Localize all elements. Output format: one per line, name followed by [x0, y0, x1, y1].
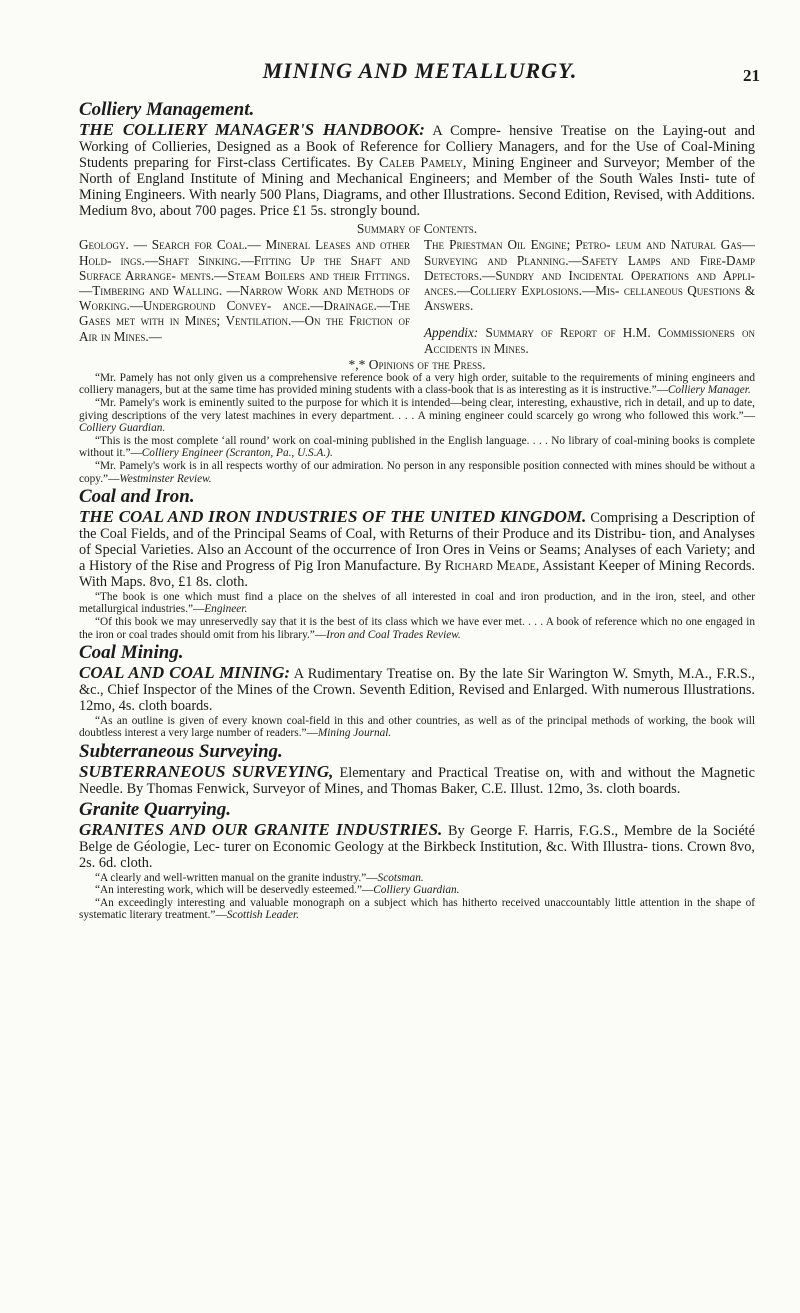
summary-left-column: Geology. — Search for Coal.— Mineral Leases and other Hold- ings.—Shaft Sinking.—Fitting Up the Shaft and Surface Arrange- ments.—Steam Boilers and their Fittings.—Timbering and Walling. —Narrow Work and Methods of Working.—Underground Convey- ance.—Drainage.—The Gases met with in Mines; Ventilation.—On the Friction of Air in Mines.—: [79, 237, 410, 344]
summary-right-column: [424, 237, 755, 355]
review-quote: [79, 872, 755, 885]
review-source: Scotsman.: [377, 871, 424, 884]
book-entry-granite: [79, 819, 755, 872]
review-quote: [79, 591, 755, 616]
appendix-label: Appendix:: [424, 325, 479, 341]
summary-heading: Summary of Contents.: [356, 221, 478, 237]
review-quote: [79, 616, 755, 641]
book-title: THE COAL AND IRON INDUSTRIES OF THE UNITED KINGDOM.: [79, 507, 587, 527]
book-title: THE COLLIERY MANAGER'S HANDBOOK:: [79, 120, 425, 139]
book-description: A Rudimentary Treatise on. By the late Sir Warington W. Smyth, M.A., F.R.S., &c., Chief Inspector of the Mines of the Crown. Seventh Edition, Revised and Enlarged. With numerous Illustrations. 12mo, 4s. cloth boards.: [79, 666, 755, 714]
review-source: Colliery Engineer (Scranton, Pa., U.S.A.).: [141, 447, 333, 460]
book-description: A Compre- hensive Treatise on the Laying-out and Working of Collieries, Designed as a Book of Reference for Colliery Managers, and for the Use of Coal-Mining Students preparing for First-class Certificates. By: [79, 123, 755, 171]
section-heading-coal-mining: Coal Mining.: [79, 642, 184, 664]
summary-right-text: The Priestman Oil Engine; Petro- leum and Natural Gas—Surveying and Planning.—Safety Lamps and Fire-Damp Detectors.—Sundry and Incidental Operations and Appli- ances.—Colliery Explosions.—Mis- cellaneous Questions & Answers.: [424, 237, 755, 314]
summary-columns: [79, 237, 755, 355]
book-entry-colliery: [79, 122, 755, 219]
review-source: Colliery Guardian.: [373, 884, 460, 897]
book-title: COAL AND COAL MINING:: [79, 663, 291, 683]
review-source: Engineer.: [204, 603, 248, 616]
book-entry-coal-iron: [79, 509, 755, 591]
book-author: Caleb Pamely: [378, 154, 463, 171]
review-text: “Mr. Pamely's work is in all respects worthy of our admiration. No person in any responsible position connected with mines should be without a copy.”—: [79, 460, 755, 485]
review-quote: [79, 460, 755, 485]
review-quote: [79, 372, 755, 397]
book-title: SUBTERRANEOUS SURVEYING,: [79, 762, 334, 782]
review-quote: [79, 397, 755, 435]
review-text: “An exceedingly interesting and valuable monograph on a subject which has hitherto received unaccountably little attention in the shape of systematic literary treatment.”—: [79, 896, 755, 922]
review-text: “Of this book we may unreservedly say that it is the best of its class which we have ever met. . . . A book of reference which no one engaged in the iron or coal trades should omit from his library.”—: [79, 615, 755, 641]
page-number: 21: [743, 66, 760, 85]
book-entry-surveying: [79, 764, 755, 798]
opinions-heading: *,* Opinions of the Press.: [348, 356, 486, 372]
book-description-cont: , Assistant Keeper of Mining Records. With Maps. 8vo, £1 8s. cloth.: [79, 557, 755, 590]
section-heading-surveying: Subterraneous Surveying.: [79, 741, 283, 763]
review-quote: [79, 884, 755, 897]
review-source: Colliery Manager.: [667, 384, 751, 397]
book-title: GRANITES AND OUR GRANITE INDUSTRIES.: [79, 819, 443, 839]
review-text: “Mr. Pamely's work is eminently suited to the purpose for which it is intended—being clear, interesting, exhaustive, rich in detail, and up to date, giving descriptions of the very latest machines in every department. . . . A mining engineer could scarcely go wrong who followed this work.”—: [79, 397, 755, 422]
section-heading-colliery: Colliery Management.: [79, 99, 255, 120]
review-source: Colliery Guardian.: [79, 422, 166, 435]
review-text: “The book is one which must find a place on the shelves of all interested in coal and iron production, and in the iron, steel, and other metallurgical industries.”—: [79, 590, 755, 616]
review-source: Iron and Coal Trades Review.: [326, 628, 461, 641]
review-text: “Mr. Pamely has not only given us a comprehensive reference book of a very high order, suitable to the requirements of mining engineers and colliery managers, but at the same time has provided mining students with a class-book that is as interesting as it is instructive.”—: [79, 371, 755, 397]
section-heading-granite: Granite Quarrying.: [79, 798, 232, 820]
review-text: “An interesting work, which will be deservedly esteemed.”—: [95, 884, 374, 897]
review-text: “As an outline is given of every known coal-field in this and other countries, as well as of the principal methods of working, the book will doubtless interest a very large number of readers.”—: [79, 714, 755, 740]
book-description: Comprising a Description of the Coal Fields, and of the Principal Seams of Coal, with Returns of their Produce and its Distribu- tion, and Analyses of Special Varieties. Also an Account of the occurrence of Iron Ores in Veins or Seams; Analyses of each Variety; and a History of the Rise and Progress of Pig Iron Manufacture. By: [79, 510, 756, 574]
appendix-note: [424, 325, 755, 355]
book-description: Elementary and Practical Treatise on, with and without the Magnetic Needle. By Thomas Fenwick, Surveyor of Mines, and Thomas Baker, C.E. Illust. 12mo, 3s. cloth boards.: [79, 765, 755, 797]
review-text: “A clearly and well-written manual on the granite industry.”—: [95, 871, 378, 884]
page-content: [79, 98, 755, 922]
page-header: [80, 58, 760, 88]
review-quote: [79, 435, 755, 460]
book-author: Richard Meade: [444, 557, 536, 574]
review-quote: [79, 715, 755, 740]
appendix-text: Summary of Report of H.M. Commissioners on Accidents in Mines.: [424, 325, 756, 356]
book-description-cont: , Mining Engineer and Surveyor; Member of the North of England Institute of Mining and Mechanical Engineers; and Member of the South Wales Insti- tute of Mining Engineers. With nearly 500 Plans, Diagrams, and other Illustrations. Second Edition, Revised, with Additions. Medium 8vo, about 700 pages. Price £1 5s. strongly bound.: [79, 154, 756, 219]
review-source: Scottish Leader.: [226, 909, 299, 922]
review-source: Westminster Review.: [119, 472, 212, 485]
section-heading-coal-iron: Coal and Iron.: [79, 486, 195, 508]
review-text: “This is the most complete ‘all round’ work on coal-mining published in the English language. . . . No library of coal-mining books is complete without it.”—: [79, 434, 755, 460]
book-entry-coal-mining: [79, 665, 755, 715]
book-description: By George F. Harris, F.G.S., Membre de la Société Belge de Géologie, Lec- turer on Economic Geology at the Birkbeck Institution, &c. With Illustra- tions. Crown 8vo, 2s. 6d. cloth.: [79, 822, 755, 871]
review-quote: [79, 897, 755, 922]
review-source: Mining Journal.: [317, 727, 392, 740]
running-title: MINING AND METALLURGY.: [262, 58, 578, 83]
